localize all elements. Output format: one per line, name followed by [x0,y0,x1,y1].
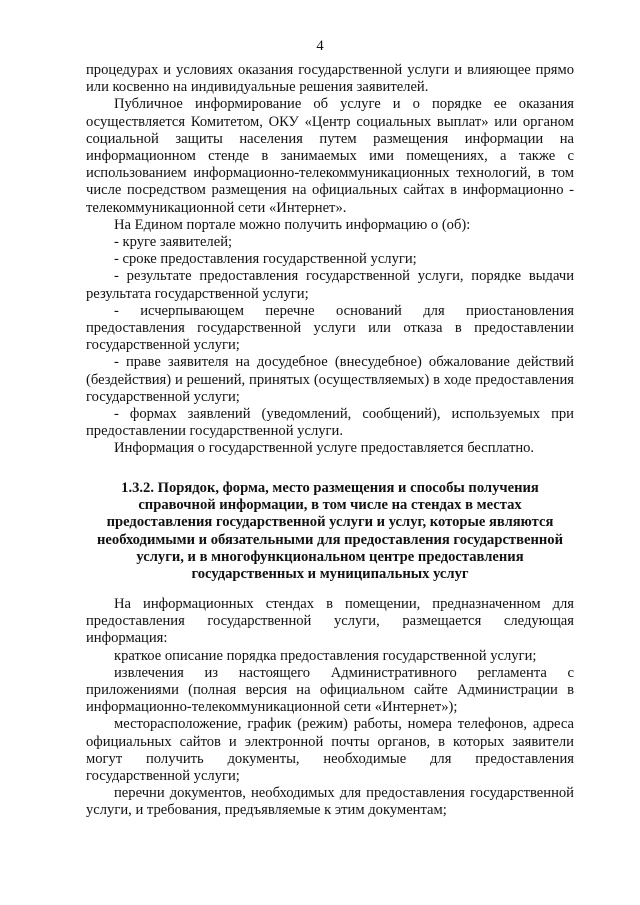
list-item: - исчерпывающем перечне оснований для приостановления предоставления государственной услуги или отказа в предоставлении государственной услуги; [86,302,574,354]
paragraph: Информация о государственной услуге предоставляется бесплатно. [114,440,535,457]
list-item: месторасположение, график (режим) работы, номера телефонов, адреса официальных сайтов и электронной почты органов, в которых заявители могут получить документы, необходимые для предоставления государственной услуги; [86,716,574,785]
page-number: 4 [316,38,324,54]
section-heading-block [96,480,564,583]
list-item: извлечения из настоящего Административного регламента с приложениями (полная версия на официальном сайте Администрации в информационно-телекоммуникационной сети «Интернет»); [86,664,574,716]
section-text-upper [86,62,574,458]
paragraph: процедурах и условиях оказания государственной услуги и влияющее прямо или косвенно на индивидуальные решения заявителей. [86,62,574,96]
list-item: - праве заявителя на досудебное (внесудебное) обжалование действий (бездействия) и решений, принятых (осуществляемых) в ходе предоставления государственной услуги; [86,354,574,405]
paragraph: Публичное информирование об услуге и о порядке ее оказания осуществляется Комитетом, ОКУ «Центр социальных выплат» или органом социальной защиты населения путем размещения информации на информационном стенде в занимаемых ими помещениях, а также с использованием информационно-телекоммуникационных технологий, в том числе посредством размещения на официальных сайтах в информационно - телекоммуникационной сети «Интернет». [86,96,574,216]
section-heading: 1.3.2. Порядок, форма, место размещения и способы получения справочной информации, в том числе на стендах в местах предоставления государственной услуги и услуг, которые являются необходимыми и обязательными для предоставления государственной услуги, и в многофункциональном центре предоставления государственных и муниципальных услуг [97,480,563,583]
list-item: - круге заявителей; [114,234,233,251]
paragraph: На информационных стендах в помещении, предназначенном для предоставления государственной услуги, размещается следующая информация: [86,596,574,647]
list-item: - результате предоставления государственной услуги, порядке выдачи результата государственной услуги; [86,268,574,302]
list-item: перечни документов, необходимых для предоставления государственной услуги, и требования, предъявляемые к этим документам; [86,785,574,819]
list-item: - формах заявлений (уведомлений, сообщений), используемых при предоставлении государственной услуги. [86,406,574,440]
paragraph: На Едином портале можно получить информацию о (об): [114,216,471,233]
list-item: - сроке предоставления государственной услуги; [114,251,417,268]
section-text-lower [86,596,574,820]
list-item: краткое описание порядка предоставления государственной услуги; [114,647,537,664]
